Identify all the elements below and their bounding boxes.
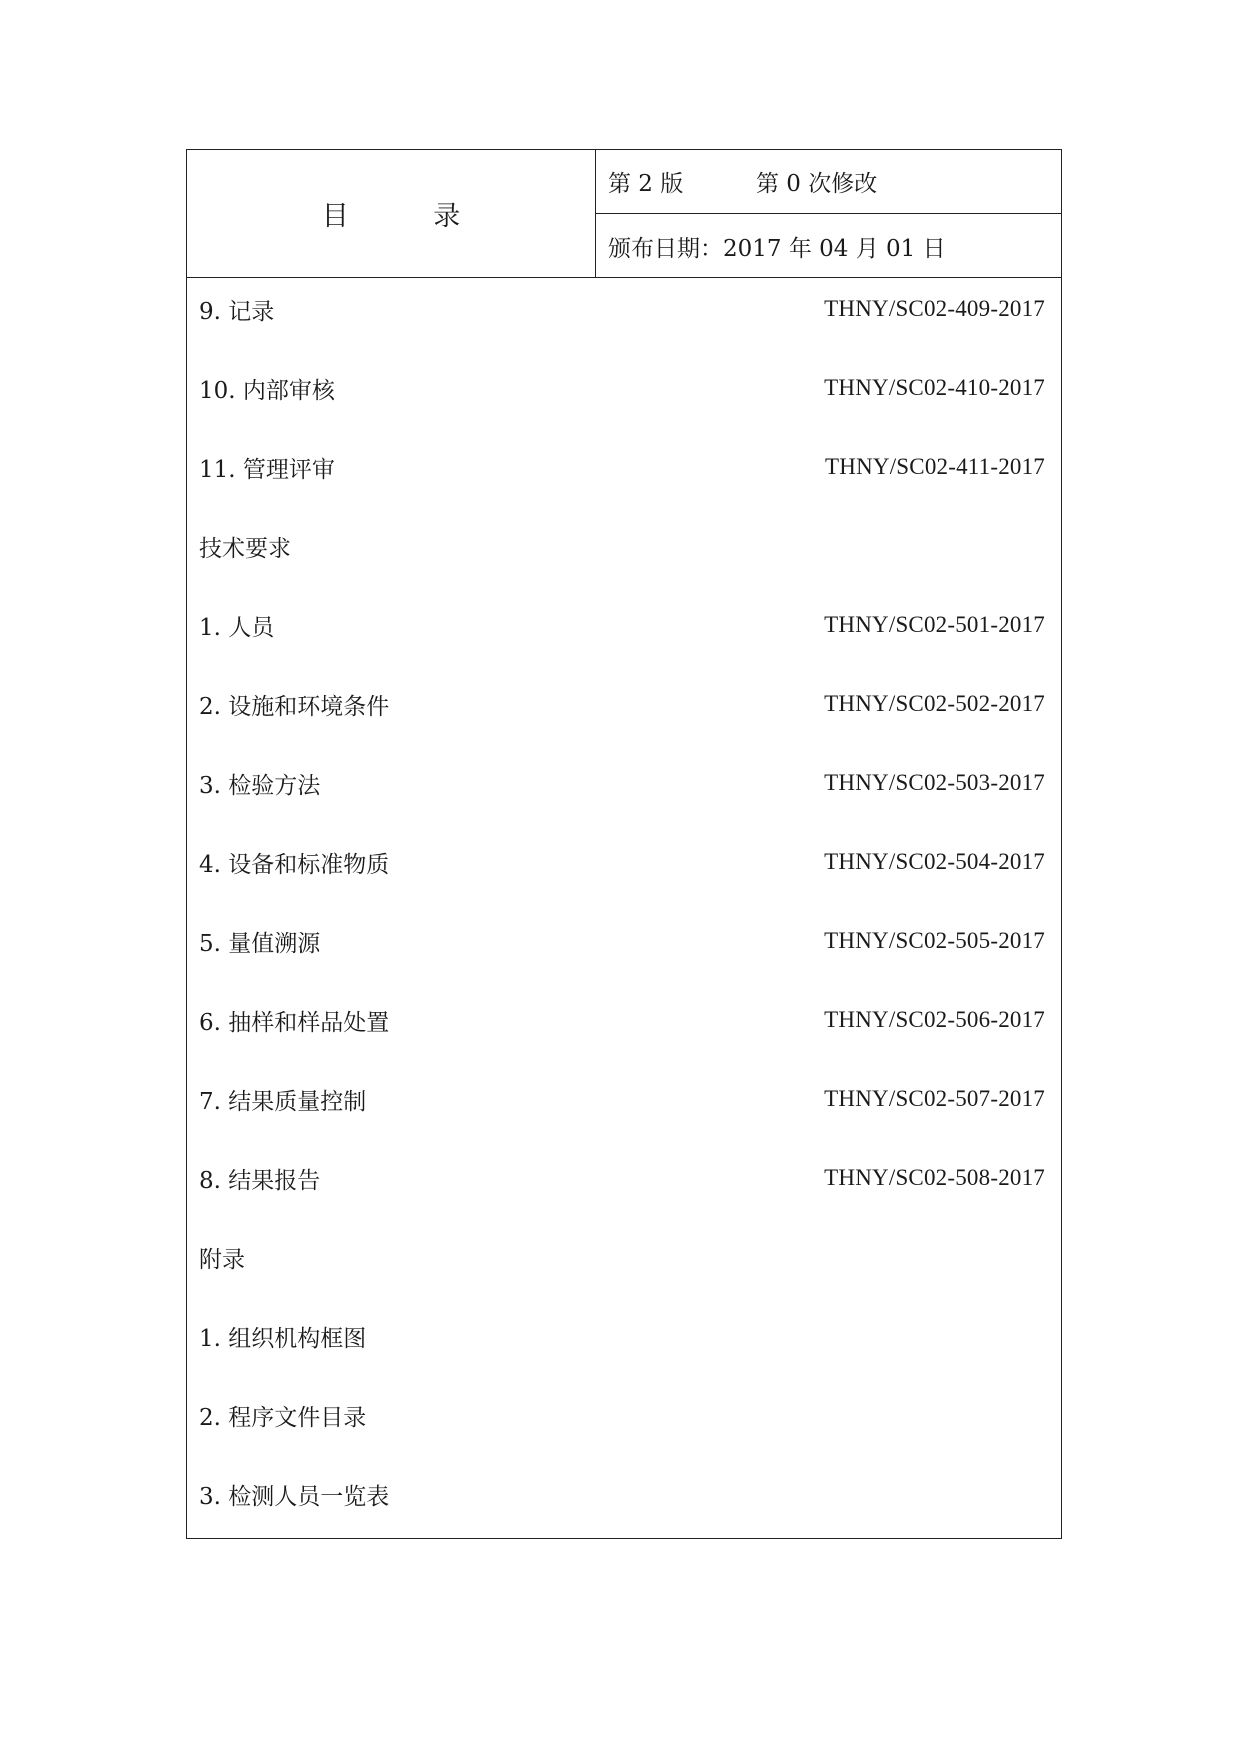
version-row <box>596 150 1061 214</box>
issue-date-row <box>596 214 1061 278</box>
toc-code: THNY/SC02-506-2017 <box>824 1007 1045 1032</box>
toc-label: 4. 设备和标准物质 <box>199 851 390 878</box>
header-info <box>596 150 1061 277</box>
toc-code: THNY/SC02-508-2017 <box>824 1165 1045 1190</box>
toc-label: 6. 抽样和样品处置 <box>199 1009 390 1036</box>
toc-code: THNY/SC02-501-2017 <box>824 612 1045 637</box>
toc-label: 7. 结果质量控制 <box>199 1088 367 1115</box>
toc-section-heading <box>199 526 1045 566</box>
toc-code: THNY/SC02-504-2017 <box>824 849 1045 874</box>
toc-row <box>199 921 1045 961</box>
toc-section-heading <box>199 1237 1045 1277</box>
version-label: 第 2 版 <box>608 171 684 197</box>
toc-row <box>199 842 1045 882</box>
toc-label: 8. 结果报告 <box>199 1167 321 1194</box>
toc-label: 1. 人员 <box>199 614 275 641</box>
document-frame <box>186 149 1062 1539</box>
toc-label: 3. 检测人员一览表 <box>199 1483 390 1510</box>
toc-row <box>199 684 1045 724</box>
toc-code: THNY/SC02-505-2017 <box>824 928 1045 953</box>
toc-label: 10. 内部审核 <box>199 377 335 404</box>
toc-label: 2. 程序文件目录 <box>199 1404 367 1431</box>
toc-label: 2. 设施和环境条件 <box>199 693 390 720</box>
toc-row <box>199 605 1045 645</box>
toc-code: THNY/SC02-410-2017 <box>824 375 1045 400</box>
toc-row <box>199 763 1045 803</box>
toc-row <box>199 368 1045 408</box>
toc-label: 附录 <box>199 1246 245 1273</box>
toc-row <box>199 1158 1045 1198</box>
toc-row <box>199 1474 1045 1514</box>
toc-code: THNY/SC02-411-2017 <box>825 454 1045 479</box>
issue-date: 颁布日期：2017 年 04 月 01 日 <box>608 235 946 262</box>
toc-row <box>199 289 1045 329</box>
toc-label: 3. 检验方法 <box>199 772 321 799</box>
toc-label: 5. 量值溯源 <box>199 930 321 957</box>
toc-row <box>199 1079 1045 1119</box>
toc-row <box>199 1000 1045 1040</box>
toc-code: THNY/SC02-503-2017 <box>824 770 1045 795</box>
toc-code: THNY/SC02-502-2017 <box>824 691 1045 716</box>
toc-code: THNY/SC02-507-2017 <box>824 1086 1045 1111</box>
toc-row <box>199 447 1045 487</box>
toc-row <box>199 1395 1045 1435</box>
page-title: 目 录 <box>187 150 596 277</box>
toc-label: 11. 管理评审 <box>199 456 335 483</box>
toc-label: 9. 记录 <box>199 298 275 325</box>
revision-label: 第 0 次修改 <box>756 171 878 197</box>
toc-label: 技术要求 <box>199 535 291 562</box>
toc-row <box>199 1316 1045 1356</box>
document-header <box>187 150 1061 278</box>
toc-label: 1. 组织机构框图 <box>199 1325 367 1352</box>
toc-code: THNY/SC02-409-2017 <box>824 296 1045 321</box>
